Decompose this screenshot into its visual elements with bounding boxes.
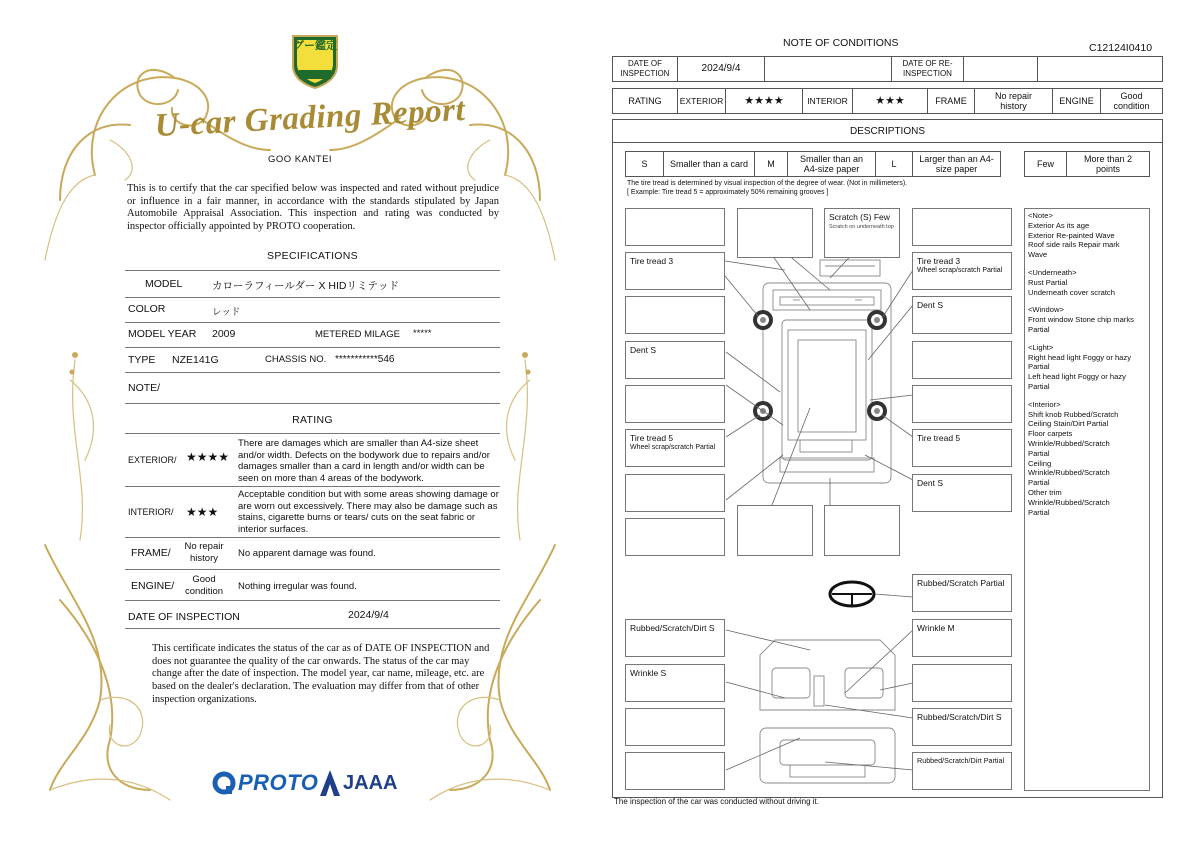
frame-description: No apparent damage was found. bbox=[238, 548, 376, 559]
notes-panel bbox=[1024, 208, 1150, 791]
divider bbox=[125, 628, 500, 629]
divider bbox=[125, 270, 500, 271]
note-line bbox=[1028, 335, 1146, 343]
type-label: TYPE bbox=[128, 354, 156, 366]
model-value: カローラフィールダー X HIDリミテッド bbox=[212, 280, 399, 292]
note-line: Exterior Re-painted Wave bbox=[1028, 230, 1115, 240]
callout-box bbox=[625, 474, 725, 512]
exterior-description: There are damages which are smaller than A4-size sheet and/or width. Defects on the bodywork due to repairs and/or damages smaller than a card in length and/or width can be seen on more than 4 areas of the bodywork. bbox=[238, 438, 490, 484]
callout-box bbox=[625, 429, 725, 467]
callout-tire-tread-5-right: Tire tread 5 bbox=[917, 433, 961, 443]
callout-box bbox=[625, 708, 725, 746]
certificate-footer: This certificate indicates the status of the car as of DATE OF INSPECTION and does not guarantee the quality of the car onwards. The status of the car may change after the date of inspection. The model year, car name, mileage, etc. are based on the dealer's declaration. The evaluation may differ from that of other inspection organizations. bbox=[152, 643, 490, 705]
callout-tire-tread-3-left: Tire tread 3 bbox=[630, 256, 674, 266]
note-label: NOTE/ bbox=[128, 382, 161, 394]
legend-m: M bbox=[754, 152, 787, 176]
rating-label: RATING bbox=[628, 95, 662, 106]
divider bbox=[125, 372, 500, 373]
rating-heading: RATING bbox=[292, 414, 333, 426]
interior-label: INTERIOR bbox=[802, 89, 852, 113]
note-of-conditions bbox=[600, 0, 1200, 848]
callout-box bbox=[737, 208, 813, 258]
callout-box bbox=[625, 619, 725, 657]
model-label: MODEL bbox=[145, 278, 183, 290]
legend-l-text: Larger than an A4-size paper bbox=[912, 152, 1000, 176]
callout-box bbox=[625, 208, 725, 246]
conditions-title: NOTE OF CONDITIONS bbox=[783, 37, 899, 49]
note-line: Other trim bbox=[1028, 487, 1062, 497]
note-line: Rust Partial bbox=[1028, 277, 1068, 287]
callout-tire-tread-5-left-sub: Wheel scrap/scratch Partial bbox=[630, 444, 716, 451]
tire-note-1: The tire tread is determined by visual inspection of the degree of wear. (Not in millimeters). bbox=[627, 180, 908, 187]
callout-box bbox=[912, 341, 1012, 379]
chassis-label: CHASSIS NO. bbox=[265, 354, 327, 365]
callout-box bbox=[912, 208, 1012, 246]
date-of-inspection-label: DATE OF INSPECTION bbox=[620, 58, 670, 78]
divider bbox=[125, 322, 500, 323]
note-line: <Light> bbox=[1028, 342, 1054, 352]
callout-box bbox=[625, 296, 725, 334]
callout-steering: Rubbed/Scratch Partial bbox=[917, 578, 1005, 588]
callout-box bbox=[625, 385, 725, 423]
color-value: レッド bbox=[212, 307, 241, 318]
callout-box bbox=[625, 664, 725, 702]
note-line bbox=[1028, 260, 1146, 268]
exterior-label: EXTERIOR bbox=[677, 89, 725, 113]
legend-s: S bbox=[641, 158, 648, 169]
mileage-label: METERED MILAGE bbox=[315, 329, 400, 340]
note-line: Front window Stone chip marks bbox=[1028, 315, 1134, 325]
engine-label: ENGINE/ bbox=[131, 580, 175, 592]
engine-description: Nothing irregular was found. bbox=[238, 581, 357, 592]
callout-scratch-few-sub: Scratch on underneath top bbox=[829, 224, 894, 230]
note-line: Ceiling bbox=[1028, 458, 1052, 468]
interior-label: INTERIOR/ bbox=[128, 507, 174, 517]
model-year-label: MODEL YEAR bbox=[128, 328, 197, 340]
callout-scratch-few: Scratch (S) Few bbox=[829, 212, 890, 222]
callout-box bbox=[824, 505, 900, 556]
note-line: Partial bbox=[1028, 478, 1050, 488]
proto-logo-text: PROTO bbox=[238, 770, 319, 795]
callout-box bbox=[625, 518, 725, 556]
divider bbox=[125, 347, 500, 348]
note-line: Partial bbox=[1028, 324, 1050, 334]
interior-description: Acceptable condition but with some areas showing damage or are worn out excessively. There may also be damage such as stains, cigarette burns or tears/ cuts on the seat fabric or interior surfaces. bbox=[238, 489, 499, 535]
callout-tire-tread-5-left: Tire tread 5 bbox=[630, 433, 674, 443]
note-line: Underneath cover scratch bbox=[1028, 287, 1115, 297]
divider bbox=[125, 537, 500, 538]
note-line: Wrinkle/Rubbed/Scratch bbox=[1028, 468, 1110, 478]
exterior-label: EXTERIOR/ bbox=[128, 455, 177, 465]
interior-stars: ★★★ bbox=[852, 89, 927, 113]
note-line: Left head light Foggy or hazy bbox=[1028, 372, 1126, 382]
callout-rubbed-dirt-partial: Rubbed/Scratch/Dirt Partial bbox=[917, 756, 1005, 765]
specifications-heading: SPECIFICATIONS bbox=[267, 250, 358, 262]
callout-box bbox=[625, 252, 725, 290]
certificate-subtitle: GOO KANTEI bbox=[267, 154, 333, 165]
callout-box bbox=[912, 752, 1012, 790]
note-line: <Note> bbox=[1028, 211, 1053, 220]
note-line: Exterior As its age bbox=[1028, 220, 1090, 230]
exterior-stars: ★★★★ bbox=[725, 89, 802, 113]
note-line: Ceiling Stain/Dirt Partial bbox=[1028, 419, 1109, 429]
frame-label: FRAME/ bbox=[131, 547, 171, 559]
badge-text: グー鑑定 bbox=[293, 40, 337, 52]
note-line: Wave bbox=[1028, 250, 1048, 260]
tire-note-2: [ Example: Tire tread 5 = approximately 50% remaining grooves ] bbox=[627, 189, 829, 196]
callout-box bbox=[737, 505, 813, 556]
jaaa-logo-text: JAAA bbox=[343, 772, 398, 794]
note-line: Partial bbox=[1028, 381, 1050, 391]
divider bbox=[125, 297, 500, 298]
interior-stars: ★★★ bbox=[186, 505, 219, 519]
frame-value: No repair history bbox=[974, 89, 1052, 113]
engine-value: Good condition bbox=[184, 574, 224, 597]
callout-box bbox=[912, 708, 1012, 746]
date-of-inspection-label: DATE OF INSPECTION bbox=[128, 611, 240, 623]
note-line: <Interior> bbox=[1028, 399, 1061, 409]
note-line bbox=[1028, 392, 1146, 400]
note-line: Partial bbox=[1028, 362, 1050, 372]
callout-rubbed-dirt-s-right: Rubbed/Scratch/Dirt S bbox=[917, 712, 1002, 722]
note-line: Floor carpets bbox=[1028, 429, 1073, 439]
date-of-inspection-value: 2024/9/4 bbox=[348, 609, 389, 621]
goo-kantei-badge-icon bbox=[285, 30, 345, 90]
note-line: <Underneath> bbox=[1028, 267, 1077, 277]
callout-box bbox=[912, 385, 1012, 423]
callout-box bbox=[912, 619, 1012, 657]
certificate-title: U-car Grading Report bbox=[153, 91, 467, 145]
callout-box bbox=[912, 429, 1012, 467]
frame-value: No repair history bbox=[184, 541, 224, 564]
legend-few: Few bbox=[1036, 158, 1054, 169]
engine-value: Good condition bbox=[1100, 89, 1162, 113]
callout-box bbox=[625, 752, 725, 790]
callout-box bbox=[912, 574, 1012, 612]
note-line: Right head light Foggy or hazy bbox=[1028, 352, 1131, 362]
proto-logo-icon bbox=[212, 770, 238, 796]
legend-s-text: Smaller than a card bbox=[663, 152, 754, 176]
mileage-value: ***** bbox=[413, 328, 432, 339]
report-code: C12124I0410 bbox=[1089, 42, 1153, 54]
note-line: Wrinkle/Rubbed/Scratch bbox=[1028, 438, 1110, 448]
divider bbox=[125, 433, 500, 434]
tire-icons bbox=[753, 310, 887, 421]
date-of-inspection-value: 2024/9/4 bbox=[677, 57, 764, 81]
model-year-value: 2009 bbox=[212, 328, 236, 340]
callout-wrinkle-m: Wrinkle M bbox=[917, 623, 955, 633]
legend-l: L bbox=[875, 152, 912, 176]
callout-tire-tread-3-right: Tire tread 3 bbox=[917, 256, 961, 266]
callout-box bbox=[912, 474, 1012, 512]
divider bbox=[125, 403, 500, 404]
callout-box bbox=[824, 208, 900, 258]
callout-wrinkle-s: Wrinkle S bbox=[630, 668, 667, 678]
note-line: Roof side rails Repair mark bbox=[1028, 240, 1120, 250]
callout-dent-s-right: Dent S bbox=[917, 300, 943, 310]
callout-rubbed-dirt-s-left: Rubbed/Scratch/Dirt S bbox=[630, 623, 715, 633]
note-line: Shift knob Rubbed/Scratch bbox=[1028, 409, 1119, 419]
color-label: COLOR bbox=[128, 303, 166, 315]
note-line: <Window> bbox=[1028, 305, 1064, 315]
date-of-reinspection-label: DATE OF RE-INSPECTION bbox=[891, 57, 963, 81]
legend-m-text: Smaller than an A4-size paper bbox=[787, 152, 875, 176]
callout-dent-s-left: Dent S bbox=[630, 345, 656, 355]
callout-box bbox=[625, 341, 725, 379]
conditions-footer: The inspection of the car was conducted without driving it. bbox=[614, 797, 819, 806]
callout-box bbox=[912, 296, 1012, 334]
callout-box bbox=[912, 252, 1012, 290]
divider bbox=[125, 486, 500, 487]
note-line: Wrinkle/Rubbed/Scratch bbox=[1028, 497, 1110, 507]
divider bbox=[125, 600, 500, 601]
callout-box bbox=[912, 664, 1012, 702]
note-line bbox=[1028, 297, 1146, 305]
exterior-stars: ★★★★ bbox=[186, 450, 230, 464]
callout-tire-tread-3-right-sub: Wheel scrap/scratch Partial bbox=[917, 267, 1003, 274]
frame-label: FRAME bbox=[927, 89, 974, 113]
note-line: Partial bbox=[1028, 507, 1050, 517]
note-line: Partial bbox=[1028, 448, 1050, 458]
jaaa-logo-icon bbox=[318, 768, 342, 798]
type-value: NZE141G bbox=[172, 354, 219, 366]
engine-label: ENGINE bbox=[1052, 89, 1100, 113]
descriptions-heading: DESCRIPTIONS bbox=[612, 121, 1163, 143]
callout-dent-s-right-lower: Dent S bbox=[917, 478, 943, 488]
legend-few-text: More than 2 points bbox=[1066, 152, 1149, 176]
chassis-value: ***********546 bbox=[335, 354, 395, 365]
certificate-intro: This is to certify that the car specified below was inspected and rated without prejudice or influence in a fair manner, in accordance with the standards stipulated by Japan Automobile Appraisal Association. This inspection and rating was conducted by inspector officially appointed by PROTO cooperation. bbox=[127, 183, 499, 233]
divider bbox=[125, 569, 500, 570]
